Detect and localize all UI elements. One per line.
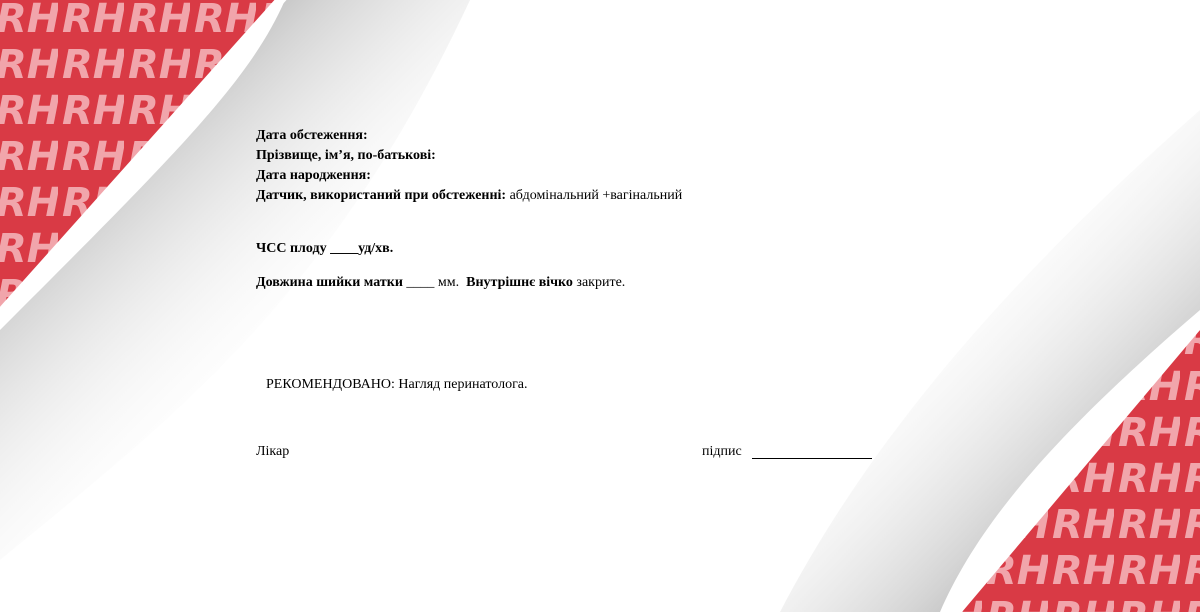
signature-line (752, 458, 872, 459)
exam-date-label: Дата обстеження: (256, 128, 368, 143)
sensor-value: абдомінальний +вагінальний (506, 188, 683, 203)
cervix-value: ____ мм. (402, 275, 467, 290)
sensor-label: Датчик, використаний при обстеженні: (256, 188, 507, 203)
birth-date-label: Дата народження: (256, 168, 371, 183)
cervix-label: Довжина шийки матки (256, 275, 403, 290)
recommendation-text: РЕКОМЕНДОВАНО: Нагляд перинатолога. (266, 377, 528, 392)
cervix-row (256, 275, 625, 291)
internal-os-value: закрите. (572, 275, 626, 290)
fhr-label: ЧСС плоду ____уд/хв. (256, 241, 394, 256)
full-name-label: Прізвище, ім’я, по-батькові: (256, 148, 436, 163)
sensor-row (256, 188, 682, 204)
signature-label: підпис (702, 444, 742, 459)
doctor-label: Лікар (256, 444, 290, 459)
internal-os-label: Внутрішнє вічко (466, 275, 573, 290)
